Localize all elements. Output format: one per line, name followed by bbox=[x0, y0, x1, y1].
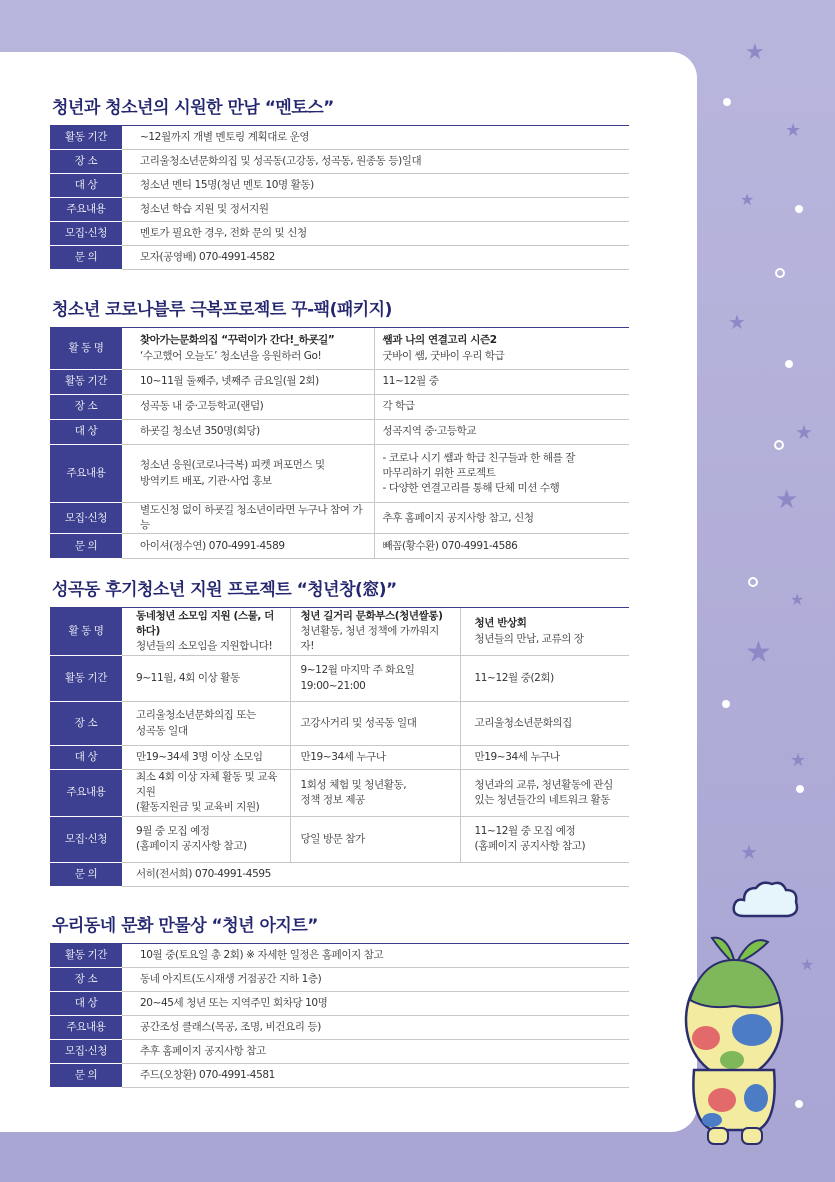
star-icon: ★ bbox=[800, 955, 815, 974]
table-row: 장 소 성곡동 내 중·고등학교(랜덤) 각 학급 bbox=[50, 395, 629, 420]
table-row: 모집·신청 별도신청 없이 하굣길 청소년이라면 누구나 참여 가능 추후 홈페이지 공지사항 참고, 신청 bbox=[50, 503, 629, 534]
table-row bbox=[50, 126, 629, 150]
star-icon: ★ bbox=[745, 635, 772, 670]
table-row: 활동 기간 10월 중(토요일 총 2회) ※ 자세한 일정은 홈페이지 참고 bbox=[50, 944, 629, 968]
table-row bbox=[50, 150, 629, 174]
dot-icon bbox=[722, 700, 730, 708]
star-icon: ★ bbox=[795, 420, 813, 444]
row-label: 활 동 명 bbox=[50, 328, 122, 370]
dot-icon bbox=[795, 205, 803, 213]
table-row bbox=[50, 222, 629, 246]
table-mentos bbox=[50, 125, 629, 270]
row-value: 멘토가 필요한 경우, 전화 문의 및 신청 bbox=[122, 222, 629, 246]
table-row bbox=[50, 246, 629, 270]
row-value: 모자(공영배) 070-4991-4582 bbox=[122, 246, 629, 270]
table-row bbox=[50, 198, 629, 222]
table-row: 주요내용 공간조성 클래스(목공, 조명, 비건요리 등) bbox=[50, 1016, 629, 1040]
table-row: 장 소 동네 아지트(도시재생 거점공간 지하 1층) bbox=[50, 968, 629, 992]
star-icon: ★ bbox=[790, 590, 805, 609]
ring-icon bbox=[748, 577, 758, 587]
table-kupack bbox=[50, 327, 629, 559]
ring-icon bbox=[774, 440, 784, 450]
ring-icon bbox=[775, 268, 785, 278]
table-row: 대 상 만19~34세 3명 이상 소모임 만19~34세 누구나 만19~34세 누구나 bbox=[50, 746, 629, 770]
table-youth-agit bbox=[50, 943, 629, 1088]
table-row: 활 동 명 동네청년 소모임 지원 (스물, 더하다) 청년들의 소모임을 지원합니다! 청년 길거리 문화부스(청년쌀롱) 청년활동, 청년 정책에 가까워지자! 청년 반상회 청년들의 만남, 교류의 장 bbox=[50, 608, 629, 656]
row-label: 활동 기간 bbox=[50, 126, 122, 150]
table-row bbox=[50, 328, 629, 370]
table-row: 모집·신청 9월 중 모집 예정 (홈페이지 공지사항 참고) 당일 방문 참가 11~12월 중 모집 예정 (홈페이지 공지사항 참고) bbox=[50, 816, 629, 862]
table-row: 문 의 주드(오창환) 070-4991-4581 bbox=[50, 1064, 629, 1088]
table-row: 활동 기간 9~11월, 4회 이상 활동 9~12월 마지막 주 화요일 19:00~21:00 11~12월 중(2회) bbox=[50, 656, 629, 702]
row-label: 문 의 bbox=[50, 246, 122, 270]
star-icon: ★ bbox=[728, 310, 746, 334]
section-title-mentos: 청년과 청소년의 시원한 만남 “멘토스” bbox=[52, 98, 334, 118]
section-title-youth-window: 성곡동 후기청소년 지원 프로젝트 “청년창(窓)” bbox=[52, 580, 397, 600]
section-title-youth-agit: 우리동네 문화 만물상 “청년 아지트” bbox=[52, 916, 318, 936]
row-label: 주요내용 bbox=[50, 198, 122, 222]
star-icon: ★ bbox=[785, 120, 802, 141]
program-name-2: 쌤과 나의 연결고리 시즌2 굿바이 쌤, 굿바이 우리 학급 bbox=[374, 328, 629, 370]
row-value: 청소년 학습 지원 및 정서지원 bbox=[122, 198, 629, 222]
program-name-3: 청년 반상회 청년들의 만남, 교류의 장 bbox=[460, 608, 629, 656]
row-value: 고리울청소년문화의집 및 성곡동(고강동, 성곡동, 원종동 등)일대 bbox=[122, 150, 629, 174]
dot-icon bbox=[723, 98, 731, 106]
cloud-icon bbox=[730, 878, 802, 920]
dot-icon bbox=[785, 360, 793, 368]
star-icon: ★ bbox=[740, 190, 755, 209]
table-row: 대 상 20~45세 청년 또는 지역주민 회차당 10명 bbox=[50, 992, 629, 1016]
dot-icon bbox=[796, 785, 804, 793]
row-label: 모집·신청 bbox=[50, 222, 122, 246]
star-icon: ★ bbox=[790, 750, 807, 771]
program-name-1: 찾아가는문화의집 “꾸럭이가 간다!_하굣길” ‘수고했어 오늘도’ 청소년을 응원하러 Go! bbox=[122, 328, 374, 370]
table-youth-window bbox=[50, 607, 629, 887]
row-label: 장 소 bbox=[50, 150, 122, 174]
row-value: ~12월까지 개별 멘토링 계획대로 운영 bbox=[122, 126, 629, 150]
table-row: 주요내용 최소 4회 이상 자체 활동 및 교육지원 (활동지원금 및 교육비 지원) 1회성 체험 및 청년활동, 정책 정보 제공 청년과의 교류, 청년활동에 관심 있는 청년들간의 네트워크 활동 bbox=[50, 770, 629, 817]
star-icon: ★ bbox=[740, 840, 758, 864]
table-row: 대 상 하굣길 청소년 350명(회당) 성곡지역 중·고등학교 bbox=[50, 420, 629, 445]
table-row: 주요내용 청소년 응원(코로나극복) 피켓 퍼포먼스 및 방역키트 배포, 기관·사업 홍보 - 코로나 시기 쌤과 학급 친구들과 한 해를 잘 마무리하기 위한 프로젝트 - 다양한 연결고리를 통해 단체 미션 수행 bbox=[50, 445, 629, 503]
star-icon: ★ bbox=[775, 485, 799, 515]
table-row: 장 소 고리울청소년문화의집 또는 성곡동 일대 고강사거리 및 성곡동 일대 고리울청소년문화의집 bbox=[50, 702, 629, 746]
section-title-kupack: 청소년 코로나블루 극복프로젝트 꾸-팩(패키지) bbox=[52, 300, 392, 320]
table-row bbox=[50, 174, 629, 198]
mascot-character bbox=[672, 930, 802, 1150]
row-label: 대 상 bbox=[50, 174, 122, 198]
table-row: 모집·신청 추후 홈페이지 공지사항 참고 bbox=[50, 1040, 629, 1064]
row-value: 청소년 멘티 15명(청년 멘토 10명 활동) bbox=[122, 174, 629, 198]
table-row: 활동 기간 10~11월 둘째주, 넷째주 금요일(월 2회) 11~12월 중 bbox=[50, 370, 629, 395]
star-icon: ★ bbox=[745, 40, 765, 65]
program-name-2: 청년 길거리 문화부스(청년쌀롱) 청년활동, 청년 정책에 가까워지자! bbox=[290, 608, 460, 656]
table-row: 문 의 서히(전서희) 070-4991-4595 bbox=[50, 862, 629, 886]
program-name-1: 동네청년 소모임 지원 (스물, 더하다) 청년들의 소모임을 지원합니다! bbox=[122, 608, 290, 656]
table-row: 문 의 아이셔(정수연) 070-4991-4589 빼꼼(황수환) 070-4991-4586 bbox=[50, 534, 629, 559]
